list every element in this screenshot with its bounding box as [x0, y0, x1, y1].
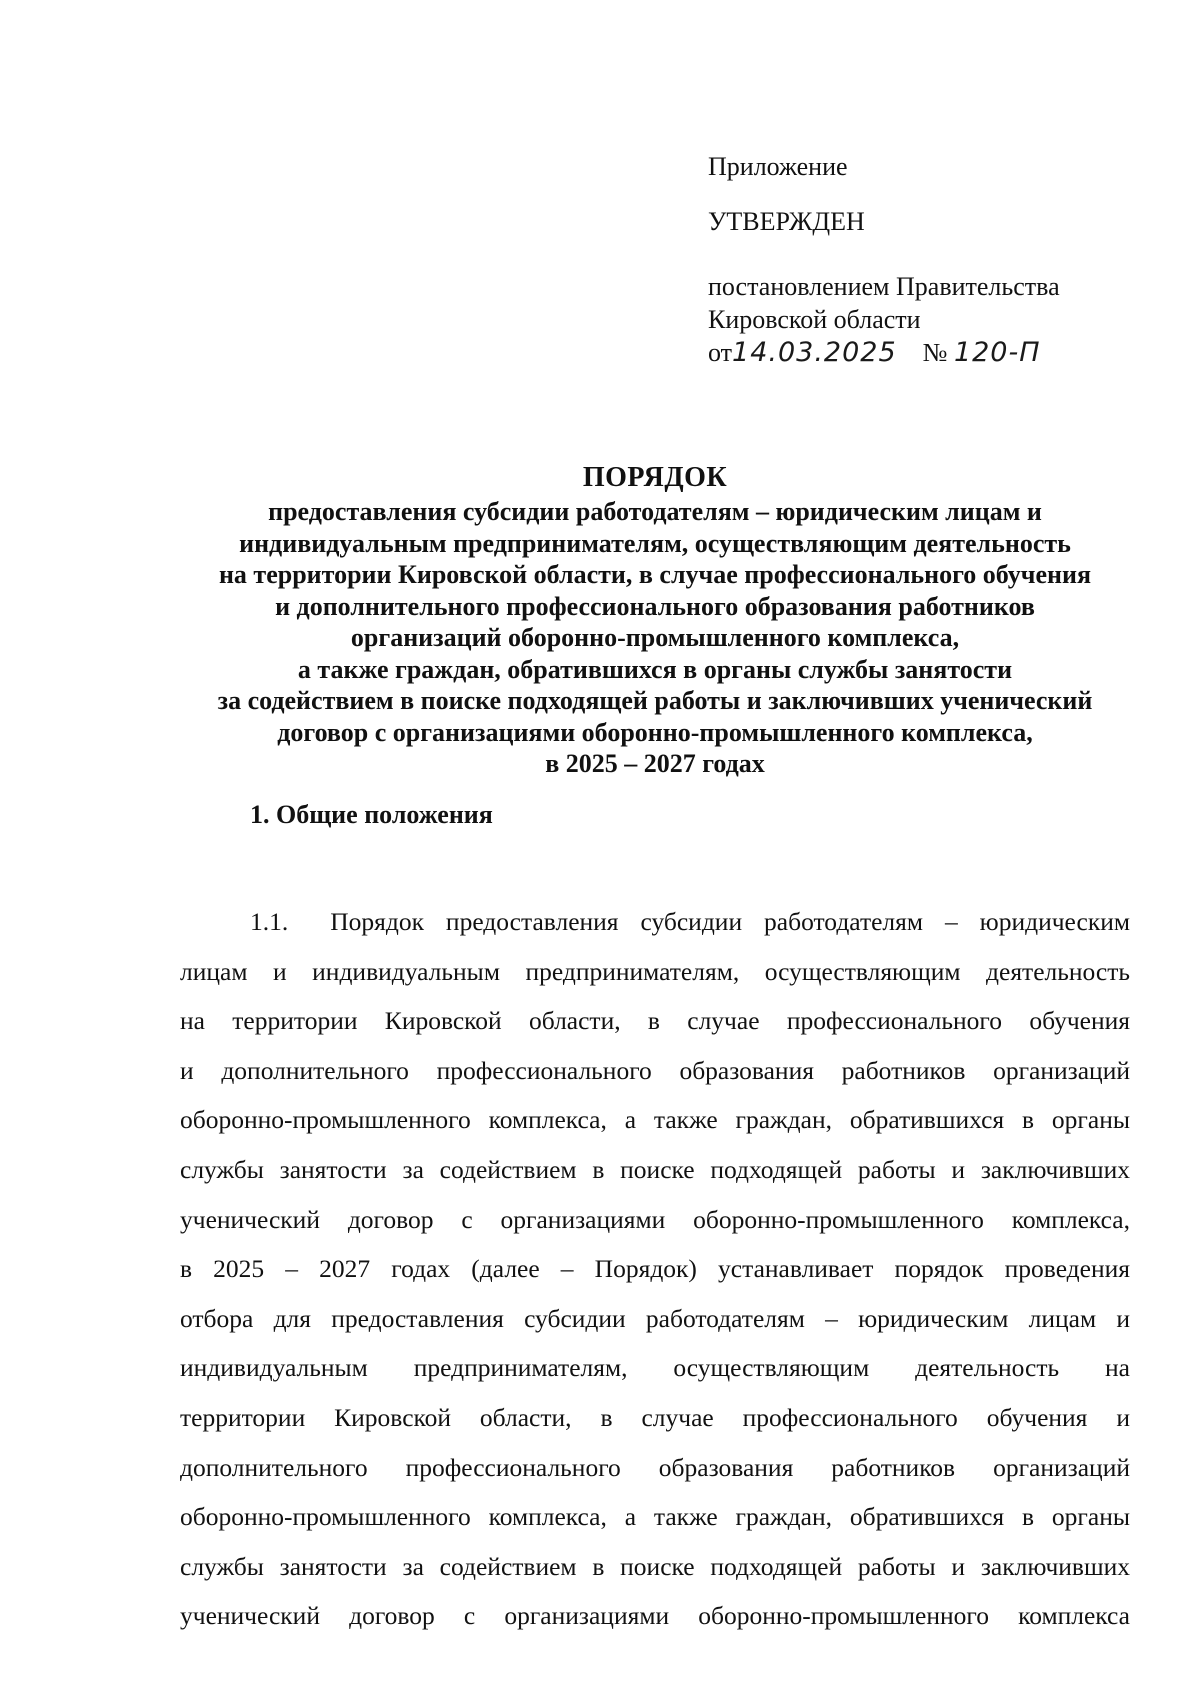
section-heading: 1. Общие положения — [250, 800, 493, 829]
clause-line-first — [180, 897, 1130, 947]
clause-line: в 2025 – 2027 годах (далее – Порядок) устанавливает порядок проведения — [180, 1254, 1130, 1284]
subtitle-line: в 2025 – 2027 годах — [545, 749, 765, 778]
clause-line-text: Порядок предоставления субсидии работодателям – юридическим — [330, 907, 1131, 936]
decree-line-2: Кировской области — [708, 305, 921, 334]
clause-line: на территории Кировской области, в случае профессионального обучения — [180, 1006, 1130, 1036]
document-title: ПОРЯДОК — [582, 462, 728, 493]
subtitle-line: и дополнительного профессионального образования работников — [275, 591, 1035, 621]
clause-line: и дополнительного профессионального образования работников организаций — [180, 1055, 1130, 1085]
approved-label: УТВЕРЖДЕН — [708, 207, 865, 236]
document-title-block — [160, 460, 1150, 780]
clause-body — [180, 897, 1130, 1641]
document-subtitle — [160, 496, 1150, 780]
clause-line: ученический договор с организациями оборонно-промышленного комплекса, — [180, 1204, 1130, 1234]
subtitle-line: индивидуальным предпринимателям, осуществляющим деятельность — [239, 528, 1071, 558]
handwritten-date: 14.03.2025 — [732, 337, 897, 368]
subtitle-line: организаций оборонно-промышленного комплекса, — [350, 623, 960, 652]
clause-line: дополнительного профессионального образования работников организаций — [180, 1452, 1130, 1482]
subtitle-line: за содействием в поиске подходящей работы и заключивших ученический — [217, 686, 1093, 715]
subtitle-line: предоставления субсидии работодателям – юридическим лицам и — [268, 497, 1042, 526]
subtitle-line: а также граждан, обратившихся в органы службы занятости — [297, 654, 1013, 684]
subtitle-line: на территории Кировской области, в случае профессионального обучения — [218, 560, 1092, 589]
number-sign: № — [922, 338, 948, 367]
clause-line: территории Кировской области, в случае профессионального обучения и — [180, 1402, 1130, 1432]
clause-line: службы занятости за содействием в поиске подходящей работы и заключивших — [180, 1551, 1130, 1581]
clause-number: 1.1. — [250, 907, 289, 936]
clause-line: ученический договор с организациями оборонно-промышленного комплекса — [180, 1601, 1130, 1631]
clause-line: отбора для предоставления субсидии работодателям – юридическим лицам и — [180, 1303, 1130, 1333]
clause-line: службы занятости за содействием в поиске подходящей работы и заключивших — [180, 1154, 1130, 1184]
decree-line-1: постановлением Правительства — [708, 272, 1060, 301]
handwritten-number: 120-П — [953, 337, 1041, 368]
subtitle-line: договор с организациями оборонно-промышленного комплекса, — [277, 717, 1033, 747]
date-number-line — [708, 336, 1148, 369]
appendix-label: Приложение — [708, 152, 848, 181]
clause-line: оборонно-промышленного комплекса, а также граждан, обратившихся в органы — [180, 1502, 1130, 1532]
approval-block — [708, 150, 1148, 369]
clause-line: индивидуальным предпринимателям, осуществляющим деятельность на — [180, 1353, 1130, 1383]
clause-line: оборонно-промышленного комплекса, а также граждан, обратившихся в органы — [180, 1105, 1130, 1135]
clause-line: лицам и индивидуальным предпринимателям, осуществляющим деятельность — [180, 956, 1130, 986]
date-prefix: от — [708, 338, 733, 367]
